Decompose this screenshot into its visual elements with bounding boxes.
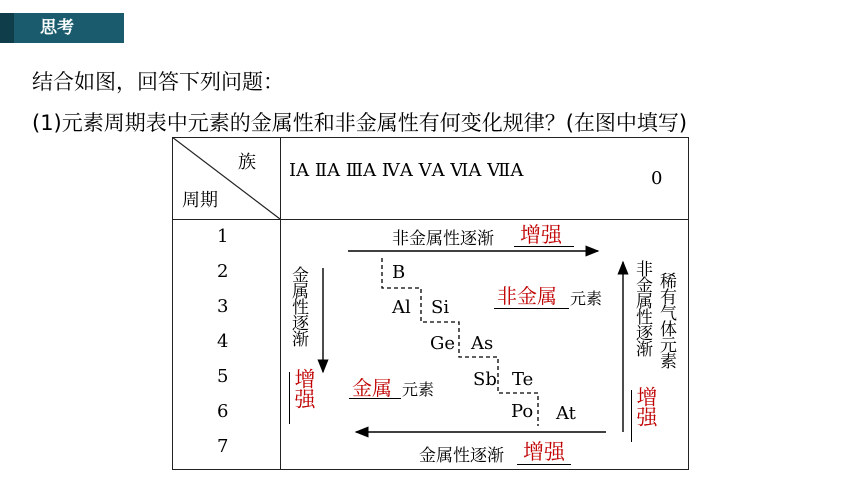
right-vertical-label: 非金属性逐渐 <box>632 260 652 356</box>
top-arrow-label: 非金属性逐渐 <box>392 229 494 249</box>
period-number: 7 <box>217 436 229 457</box>
answer-underline <box>289 372 290 424</box>
bottom-arrow-answer: 增强 <box>523 440 565 464</box>
answer-underline <box>631 390 632 442</box>
period-number: 6 <box>217 401 229 422</box>
header-group-label: 族 <box>238 152 256 173</box>
header-period-label: 周期 <box>182 190 218 211</box>
metal-region-answer: 金属 <box>352 376 392 400</box>
period-number: 4 <box>217 331 229 352</box>
element-symbol: As <box>471 333 494 354</box>
element-symbol: Sb <box>473 369 497 390</box>
top-arrow-answer: 增强 <box>520 223 562 247</box>
answer-underline <box>349 398 401 399</box>
element-symbol: At <box>556 403 576 424</box>
element-symbol: Ge <box>430 333 456 354</box>
element-symbol: Po <box>511 401 534 422</box>
question-text: (1)元素周期表中元素的金属性和非金属性有何变化规律？(在图中填写) <box>32 111 688 135</box>
answer-underline <box>514 246 574 247</box>
left-vertical-label: 金属性逐渐 <box>288 266 308 346</box>
nonmetal-region-suffix: 元素 <box>570 289 603 308</box>
element-symbol: Al <box>392 297 411 318</box>
metal-region-suffix: 元素 <box>402 380 435 399</box>
period-number: 3 <box>217 296 229 317</box>
group-headers: ⅠA ⅡA ⅢA ⅣA ⅤA ⅥA ⅦA <box>289 160 524 181</box>
element-symbol: B <box>392 262 406 283</box>
element-symbol: Si <box>431 297 450 318</box>
right-vertical-answer: 增强 <box>634 386 658 426</box>
period-number: 5 <box>217 366 229 387</box>
element-symbol: Te <box>512 369 534 390</box>
group-zero-header: 0 <box>651 168 663 189</box>
nonmetal-region-answer: 非金属 <box>497 284 557 308</box>
intro-text: 结合如图，回答下列问题： <box>32 70 284 94</box>
answer-underline <box>494 308 569 309</box>
period-number: 2 <box>217 261 229 282</box>
section-tag-label: 思考 <box>40 18 74 38</box>
bottom-arrow-label: 金属性逐渐 <box>419 446 504 466</box>
noble-gas-label: 稀有气体元素 <box>656 272 676 368</box>
answer-underline <box>517 464 571 465</box>
left-vertical-answer: 增强 <box>292 368 316 408</box>
period-number: 1 <box>217 226 229 247</box>
